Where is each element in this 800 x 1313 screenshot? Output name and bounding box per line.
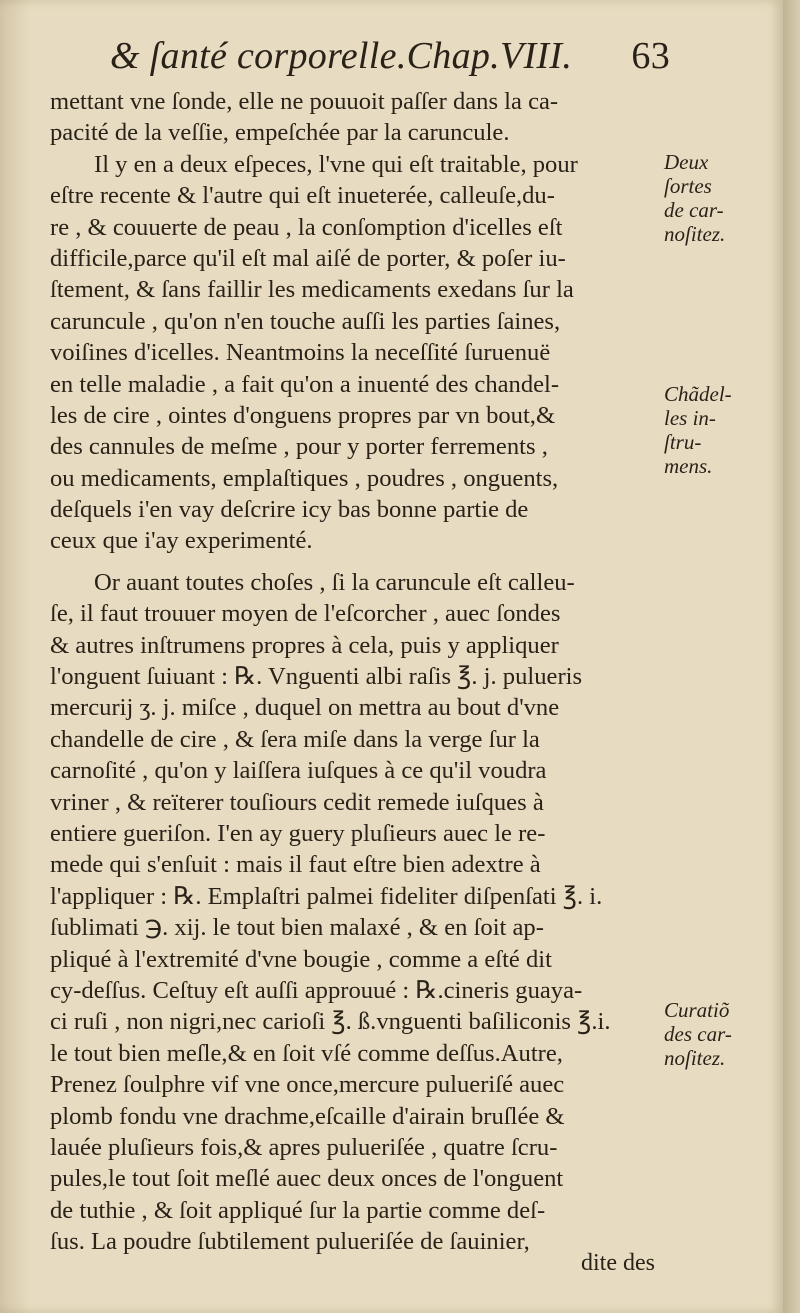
paragraph-start-line: Il y en a deux eſpeces, l'vne qui eſt traitable, pour — [94, 150, 578, 178]
text-line: en telle maladie , a fait qu'on a inuenté des chandel- — [50, 370, 560, 398]
text-line: ceux que i'ay experimenté. — [50, 527, 313, 555]
text-line: plomb fondu vne drachme,eſcaille d'airain bruſlée & — [50, 1102, 565, 1130]
marginal-note-line: ſtru- — [664, 430, 702, 454]
main-text-block — [50, 86, 668, 1257]
text-line: l'onguent ſuiuant : ℞. Vnguenti albi raſis ℥. j. pulueris — [50, 663, 583, 691]
marginal-note — [664, 998, 774, 1070]
text-line: carnoſité , qu'on y laiſſera iuſques à ce qu'il voudra — [50, 757, 547, 785]
page-edge — [783, 0, 800, 1313]
text-line: ſtement, & ſans faillir les medicaments exedans ſur la — [50, 276, 574, 304]
text-line: re , & couuerte de peau , la conſomption d'icelles eſt — [50, 213, 563, 241]
marginal-note-line: de car- — [664, 198, 724, 222]
text-line: pules,le tout ſoit meſlé auec deux onces de l'onguent — [50, 1165, 564, 1193]
text-line: eſtre recente & l'autre qui eſt inueterée, calleuſe,du- — [50, 182, 555, 210]
text-line: le tout bien meſle,& en ſoit vſé comme deſſus.Autre, — [50, 1039, 563, 1067]
marginal-note-line: les in- — [664, 406, 716, 430]
text-line: voiſines d'icelles. Neantmoins la neceſſité ſuruenuë — [50, 339, 551, 367]
text-line: caruncule , qu'on n'en touche auſſi les parties ſaines, — [50, 307, 561, 335]
text-line: ou medicaments, emplaſtiques , poudres , onguents, — [50, 464, 559, 492]
page-number: 63 — [631, 35, 670, 77]
marginal-note-line: Curatiõ — [664, 998, 730, 1022]
text-line: l'appliquer : ℞. Emplaſtri palmei fideliter diſpenſati ℥. i. — [50, 882, 603, 910]
text-line: Prenez ſoulphre vif vne once,mercure pulueriſé auec — [50, 1071, 565, 1099]
marginal-note-line: mens. — [664, 454, 713, 478]
text-line: mercurij ʒ. j. miſce , duquel on mettra au bout d'vne — [50, 694, 560, 722]
marginal-note-line: Chãdel- — [664, 382, 732, 406]
paragraph-gap — [50, 557, 668, 567]
text-line: chandelle de cire , & ſera miſe dans la verge ſur la — [50, 725, 540, 753]
text-line: ſus. La poudre ſubtilement pulueriſée de ſauinier, — [50, 1228, 530, 1256]
marginal-note — [664, 382, 774, 478]
marginal-note-line: ſortes — [664, 174, 712, 198]
marginal-note-line: noſitez. — [664, 222, 726, 246]
text-line: difficile,parce qu'il eſt mal aiſé de porter, & poſer iu- — [50, 244, 566, 272]
text-line: mede qui s'enſuit : mais il faut eſtre bien adextre à — [50, 851, 541, 879]
marginal-note-line: des car- — [664, 1022, 732, 1046]
text-line: ſe, il faut trouuer moyen de l'eſcorcher , auec ſondes — [50, 600, 561, 628]
running-header — [110, 34, 670, 84]
text-line: cy-deſſus. Ceſtuy eſt auſſi approuué : ℞.cineris guaya- — [50, 976, 583, 1004]
paragraph-start-line: Or auant toutes choſes , ſi la caruncule eſt calleu- — [94, 568, 575, 596]
marginal-note-line: Deux — [664, 150, 709, 174]
text-line: lauée pluſieurs fois,& apres pulueriſée , quatre ſcru- — [50, 1133, 558, 1161]
running-title: & ſanté corporelle.Chap.VIII. — [110, 35, 573, 77]
page-gutter-shadow — [0, 0, 30, 1313]
text-line: des cannules de meſme , pour y porter ferrements , — [50, 433, 548, 461]
text-line: ſublimati ℈. xij. le tout bien malaxé , & en ſoit ap- — [50, 914, 544, 942]
catchword: dite des — [581, 1250, 655, 1276]
marginal-note-line: noſitez. — [664, 1046, 726, 1070]
text-line: ci ruſi , non nigri,nec carioſi ℥. ß.vnguenti baſiliconis ℥.i. — [50, 1008, 611, 1036]
text-line: pacité de la veſſie, empeſchée par la caruncule. — [50, 119, 510, 147]
text-line: mettant vne ſonde, elle ne pouuoit paſſer dans la ca- — [50, 88, 559, 115]
text-line: pliqué à l'extremité d'vne bougie , comme a eſté dit — [50, 945, 552, 973]
text-line: & autres inſtrumens propres à cela, puis y appliquer — [50, 631, 559, 659]
marginal-note — [664, 150, 774, 246]
text-line: vriner , & reïterer touſiours cedit remede iuſques à — [50, 788, 544, 816]
text-line: de tuthie , & ſoit appliqué ſur la partie comme deſ- — [50, 1196, 546, 1224]
text-line: deſquels i'en vay deſcrire icy bas bonne partie de — [50, 496, 529, 524]
text-line: entiere gueriſon. I'en ay guery pluſieurs auec le re- — [50, 819, 546, 847]
text-line: les de cire , ointes d'onguens propres par vn bout,& — [50, 401, 556, 429]
